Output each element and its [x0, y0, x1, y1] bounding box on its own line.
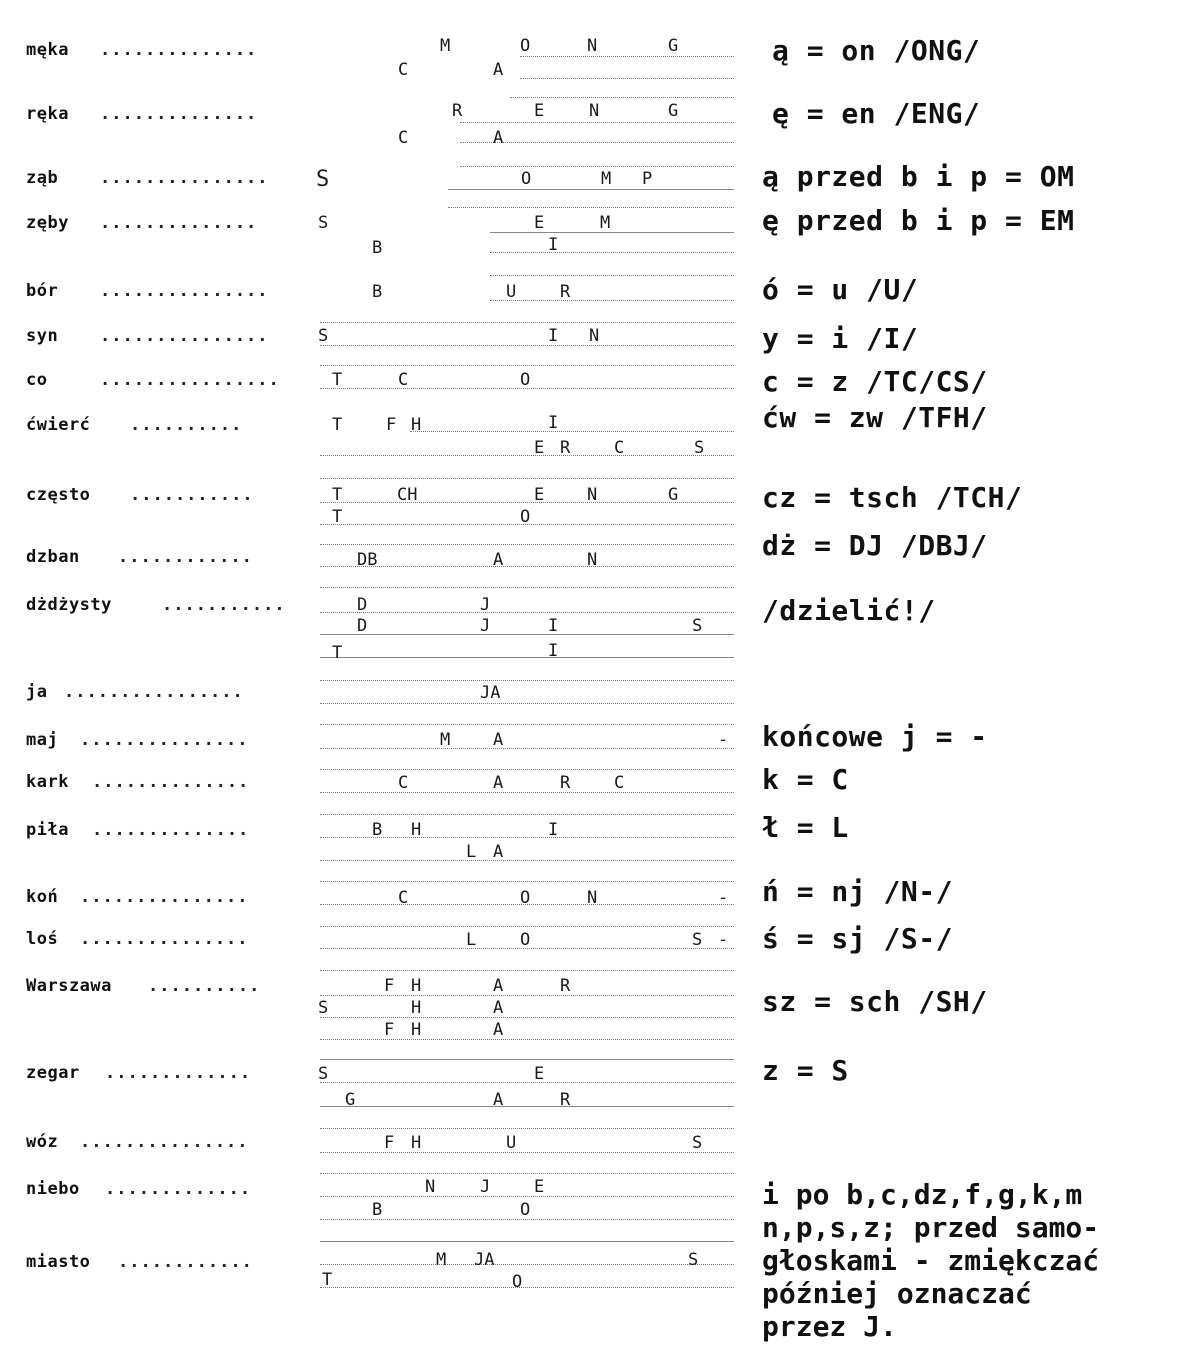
- phonetic-letter: S: [318, 1064, 329, 1084]
- dot-leader: ...............: [80, 1132, 249, 1152]
- guide-rule: [490, 252, 734, 253]
- phonetic-letter: N: [587, 36, 598, 56]
- phonetic-letter: M: [601, 169, 612, 189]
- guide-rule: [320, 970, 734, 971]
- rule-note: cz = tsch /TCH/: [762, 481, 1023, 514]
- phonetic-letter: -: [718, 888, 729, 908]
- phonetic-letter: B: [372, 238, 383, 258]
- phonetic-letter: A: [493, 128, 504, 148]
- phonetic-letter: B: [372, 282, 383, 302]
- word-label: wóz: [26, 1132, 59, 1152]
- word-label: Warszawa: [26, 976, 112, 996]
- word-label: dzban: [26, 547, 80, 567]
- word-label: zegar: [26, 1063, 80, 1083]
- word-label: często: [26, 485, 91, 505]
- dot-leader: .............: [105, 1179, 252, 1199]
- phonetic-letter: E: [534, 485, 545, 505]
- guide-rule: [320, 1264, 734, 1265]
- guide-rule: [320, 657, 734, 658]
- phonetic-letter: N: [425, 1177, 436, 1197]
- word-label: zęby: [26, 213, 69, 233]
- phonetic-letter: N: [587, 888, 598, 908]
- phonetic-letter: S: [692, 930, 703, 950]
- rule-note: ćw = zw /TFH/: [762, 401, 988, 434]
- dot-leader: ...............: [80, 887, 249, 907]
- note-line: później oznaczać: [762, 1277, 1032, 1310]
- phonetic-letter: A: [493, 976, 504, 996]
- guide-rule: [320, 1173, 734, 1174]
- dot-leader: ................: [64, 682, 244, 702]
- dot-leader: ............: [118, 547, 253, 567]
- word-label: co: [26, 370, 48, 390]
- phonetic-letter: S: [318, 213, 329, 233]
- dot-leader: ..............: [92, 772, 250, 792]
- phonetic-letter: O: [512, 1272, 523, 1292]
- dot-leader: ..........: [148, 976, 261, 996]
- guide-rule: [320, 1128, 734, 1129]
- guide-rule: [460, 166, 734, 167]
- guide-rule: [320, 769, 734, 770]
- phonetic-letter: T: [332, 370, 343, 390]
- phonetic-letter: S: [318, 326, 329, 346]
- phonetic-letter: J: [480, 1177, 491, 1197]
- phonetic-letter: S: [692, 616, 703, 636]
- guide-rule: [320, 1106, 734, 1107]
- rule-note: ó = u /U/: [762, 273, 919, 306]
- guide-rule: [320, 881, 734, 882]
- phonetic-letter: C: [398, 60, 409, 80]
- phonetic-letter: G: [668, 101, 679, 121]
- dot-leader: ..........: [130, 415, 243, 435]
- phonetic-letter: B: [372, 1200, 383, 1220]
- dot-leader: ..............: [100, 40, 258, 60]
- phonetic-letter: O: [520, 888, 531, 908]
- rule-note: ł = L: [762, 811, 849, 844]
- phonetic-letter: N: [589, 326, 600, 346]
- word-label: miasto: [26, 1252, 91, 1272]
- phonetic-letter: C: [398, 773, 409, 793]
- phonetic-letter: A: [493, 730, 504, 750]
- guide-rule: [320, 1059, 734, 1060]
- phonetic-letter: G: [668, 485, 679, 505]
- note-line: i po b,c,dz,f,g,k,m: [762, 1178, 1083, 1211]
- guide-rule: [320, 1039, 734, 1040]
- phonetic-letter: I: [548, 616, 559, 636]
- rule-note: ń = nj /N-/: [762, 875, 953, 908]
- phonetic-letter: G: [668, 36, 679, 56]
- phonetic-letter: M: [440, 730, 451, 750]
- phonetic-letter: A: [493, 1090, 504, 1110]
- word-label: ząb: [26, 168, 59, 188]
- phonetic-letter: T: [332, 415, 343, 435]
- dot-leader: ...........: [162, 595, 286, 615]
- guide-rule: [320, 322, 734, 323]
- phonetic-letter: N: [589, 101, 600, 121]
- guide-rule: [320, 926, 734, 927]
- guide-rule: [320, 814, 734, 815]
- phonetic-letter: R: [560, 438, 571, 458]
- rule-note: /dzielić!/: [762, 594, 936, 627]
- note-line: głoskami - zmiękczać: [762, 1244, 1100, 1277]
- phonetic-letter: R: [452, 101, 463, 121]
- phonetic-letter: O: [520, 930, 531, 950]
- phonetic-letter: N: [587, 485, 598, 505]
- rule-note: ą przed b i p = OM: [762, 160, 1075, 193]
- phonetic-letter: A: [493, 550, 504, 570]
- dot-leader: ...............: [100, 281, 269, 301]
- guide-rule: [320, 748, 734, 749]
- phonetic-letter: J: [480, 595, 491, 615]
- guide-rule: [320, 1241, 734, 1242]
- guide-rule: [320, 634, 734, 635]
- phonetic-letter: H: [411, 415, 422, 435]
- rule-note: ś = sj /S-/: [762, 922, 953, 955]
- phonetic-letter: F: [384, 1020, 395, 1040]
- word-label: koń: [26, 887, 59, 907]
- dot-leader: ...............: [80, 730, 249, 750]
- phonetic-letter: I: [548, 820, 559, 840]
- phonetic-letter: T: [332, 507, 343, 527]
- guide-rule: [320, 544, 734, 545]
- phonetic-letter: E: [534, 1177, 545, 1197]
- rule-note: końcowe j = -: [762, 720, 988, 753]
- note-line: n,p,s,z; przed samo-: [762, 1211, 1100, 1244]
- phonetic-letter: M: [440, 36, 451, 56]
- word-label: syn: [26, 326, 59, 346]
- phonetic-letter: DB: [357, 550, 378, 570]
- phonetic-letter: A: [493, 60, 504, 80]
- guide-rule: [520, 56, 734, 57]
- phonetic-letter: A: [493, 998, 504, 1018]
- dot-leader: ...............: [100, 168, 269, 188]
- guide-rule: [520, 78, 734, 79]
- dot-leader: ..............: [92, 820, 250, 840]
- note-line: przez J.: [762, 1310, 897, 1343]
- guide-rule: [448, 189, 734, 190]
- word-label: niebo: [26, 1179, 80, 1199]
- rule-note: ę przed b i p = EM: [762, 204, 1075, 237]
- phonetic-letter: L: [466, 842, 477, 862]
- phonetic-letter: S: [692, 1133, 703, 1153]
- phonetic-letter: H: [411, 1020, 422, 1040]
- rule-note: ę = en /ENG/: [772, 97, 981, 130]
- phonetic-letter: R: [560, 976, 571, 996]
- phonetic-letter: O: [520, 507, 531, 527]
- phonetic-letter: P: [642, 169, 653, 189]
- guide-rule: [320, 1152, 734, 1153]
- phonetic-letter: S: [694, 438, 705, 458]
- guide-rule: [320, 680, 734, 681]
- phonetic-letter: S: [316, 167, 330, 192]
- guide-rule: [460, 122, 734, 123]
- word-label: bór: [26, 281, 59, 301]
- phonetic-letter: -: [718, 930, 729, 950]
- dot-leader: ..............: [100, 104, 258, 124]
- word-label: ja: [26, 682, 48, 702]
- word-label: dżdżysty: [26, 595, 112, 615]
- phonetic-letter: R: [560, 773, 571, 793]
- guide-rule: [320, 478, 734, 479]
- phonetic-letter: A: [493, 1020, 504, 1040]
- phonetic-letter: H: [411, 820, 422, 840]
- guide-rule: [320, 587, 734, 588]
- dot-leader: ..............: [100, 213, 258, 233]
- phonetic-letter: O: [521, 169, 532, 189]
- phonetic-letter: C: [398, 128, 409, 148]
- phonetic-letter: JA: [474, 1250, 495, 1270]
- dot-leader: ............: [118, 1252, 253, 1272]
- phonetic-letter: C: [398, 370, 409, 390]
- rule-note: sz = sch /SH/: [762, 985, 988, 1018]
- dot-leader: .............: [105, 1063, 252, 1083]
- phonetic-letter: C: [398, 888, 409, 908]
- phonetic-letter: CH: [397, 485, 418, 505]
- guide-rule: [448, 207, 734, 208]
- phonetic-letter: O: [520, 1200, 531, 1220]
- phonetic-letter: B: [372, 820, 383, 840]
- phonetic-letter: -: [718, 730, 729, 750]
- phonetic-letter: F: [384, 976, 395, 996]
- guide-rule: [320, 612, 734, 613]
- rule-note: ą = on /ONG/: [772, 34, 981, 67]
- rule-note: z = S: [762, 1054, 849, 1087]
- phonetic-letter: A: [493, 773, 504, 793]
- phonetic-letter: E: [534, 438, 545, 458]
- phonetic-letter: A: [493, 842, 504, 862]
- phonetic-letter: E: [534, 101, 545, 121]
- word-label: maj: [26, 730, 59, 750]
- rule-note: c = z /TC/CS/: [762, 365, 988, 398]
- phonetic-letter: E: [534, 213, 545, 233]
- guide-rule: [490, 300, 734, 301]
- phonetic-letter: N: [587, 550, 598, 570]
- guide-rule: [320, 703, 734, 704]
- phonetic-letter: M: [436, 1250, 447, 1270]
- guide-rule: [320, 365, 734, 366]
- guide-rule: [320, 1287, 734, 1288]
- phonetic-letter: T: [322, 1270, 333, 1290]
- phonetic-letter: F: [384, 1133, 395, 1153]
- phonetic-letter: O: [520, 36, 531, 56]
- guide-rule: [320, 1017, 734, 1018]
- word-label: ćwierć: [26, 415, 91, 435]
- phonetic-letter: H: [411, 1133, 422, 1153]
- phonetic-letter: C: [614, 773, 625, 793]
- word-label: loś: [26, 929, 59, 949]
- guide-rule: [320, 345, 734, 346]
- phonetic-letter: R: [560, 282, 571, 302]
- rule-note: k = C: [762, 763, 849, 796]
- dot-leader: ...............: [80, 929, 249, 949]
- guide-rule: [320, 995, 734, 996]
- word-label: kark: [26, 772, 69, 792]
- phonetic-letter: M: [600, 213, 611, 233]
- dot-leader: ................: [100, 370, 280, 390]
- guide-rule: [320, 724, 734, 725]
- guide-rule: [320, 1196, 734, 1197]
- phonetic-letter: I: [548, 413, 559, 433]
- word-label: piła: [26, 820, 69, 840]
- phonetic-letter: C: [614, 438, 625, 458]
- guide-rule: [320, 792, 734, 793]
- guide-rule: [320, 455, 734, 456]
- phonetic-letter: H: [411, 976, 422, 996]
- guide-rule: [490, 232, 734, 233]
- phonetic-letter: S: [318, 998, 329, 1018]
- phonetic-letter: O: [520, 370, 531, 390]
- phonetic-letter: J: [480, 616, 491, 636]
- phonetic-letter: S: [688, 1250, 699, 1270]
- phonetic-letter: U: [506, 282, 517, 302]
- phonetic-letter: I: [548, 326, 559, 346]
- phonetic-letter: E: [534, 1064, 545, 1084]
- phonetic-letter: R: [560, 1090, 571, 1110]
- guide-rule: [510, 97, 734, 98]
- rule-note: dż = DJ /DBJ/: [762, 529, 988, 562]
- dot-leader: ...........: [130, 485, 254, 505]
- phonetic-letter: G: [345, 1090, 356, 1110]
- guide-rule: [410, 431, 734, 432]
- phonetic-letter: D: [357, 595, 368, 615]
- guide-rule: [320, 566, 734, 567]
- phonetic-letter: I: [548, 641, 559, 661]
- phonetic-letter: L: [466, 930, 477, 950]
- guide-rule: [490, 275, 734, 276]
- guide-rule: [320, 860, 734, 861]
- softening-rule-note: [762, 1178, 1172, 1343]
- phonetic-letter: D: [357, 616, 368, 636]
- word-label: ręka: [26, 104, 69, 124]
- phonetic-letter: T: [332, 485, 343, 505]
- phonetic-letter: T: [332, 643, 343, 663]
- word-label: męka: [26, 40, 69, 60]
- phonetic-letter: U: [506, 1133, 517, 1153]
- phonetic-letter: I: [548, 235, 559, 255]
- guide-rule: [320, 1082, 734, 1083]
- phonetic-letter: F: [386, 415, 397, 435]
- phonetic-letter: H: [411, 998, 422, 1018]
- rule-note: y = i /I/: [762, 322, 919, 355]
- phonetic-letter: JA: [480, 683, 501, 703]
- dot-leader: ...............: [100, 326, 269, 346]
